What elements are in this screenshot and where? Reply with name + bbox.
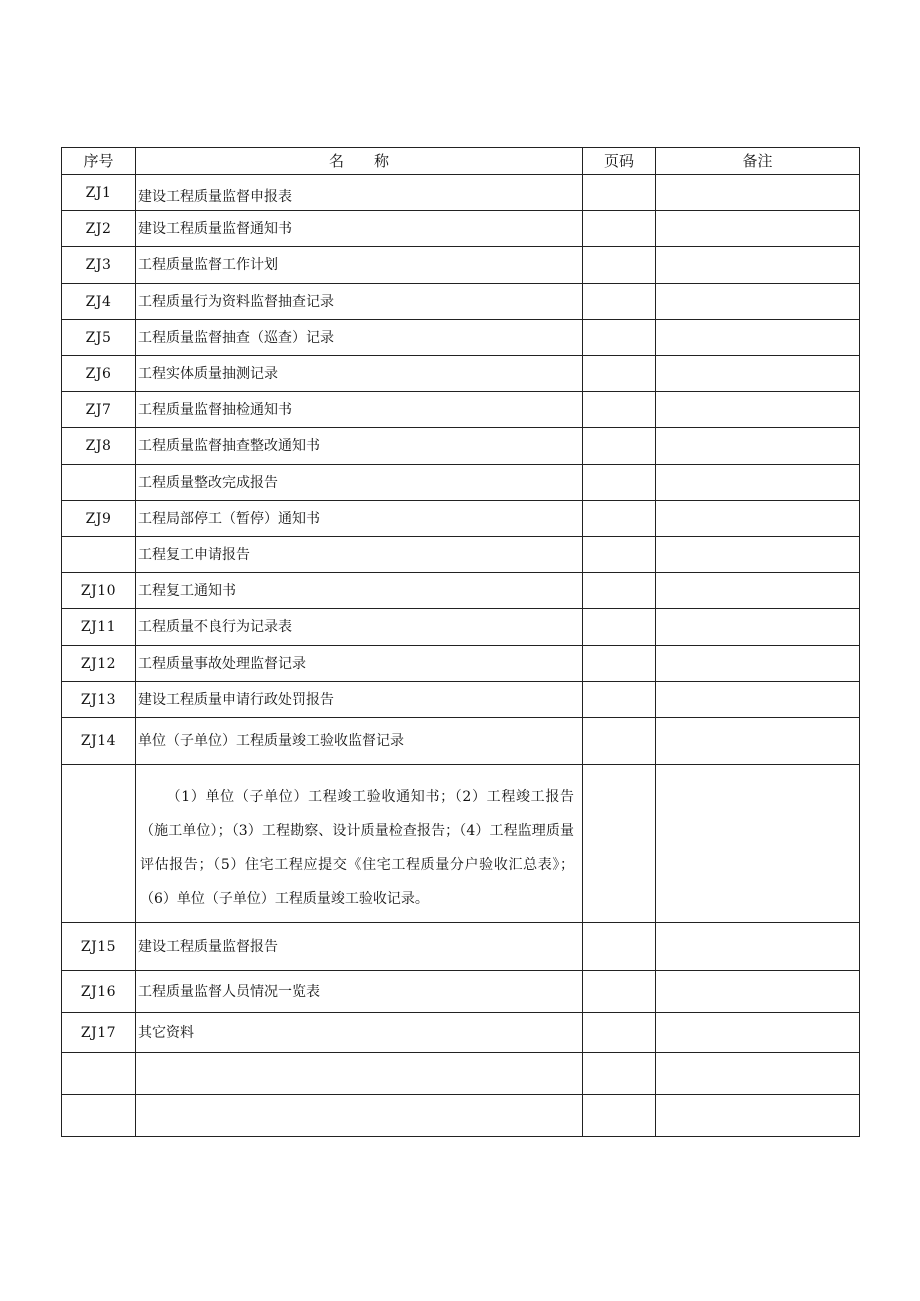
row-page (583, 1053, 656, 1095)
row-name: 工程质量整改完成报告 (136, 465, 583, 501)
row-name: 工程质量监督工作计划 (136, 247, 583, 284)
attachments-paragraph-cell (136, 765, 583, 923)
table-row (62, 718, 860, 765)
row-seq: ZJ11 (62, 609, 136, 646)
row-note (656, 765, 860, 923)
table-row (62, 247, 860, 284)
row-note (656, 211, 860, 247)
row-note (656, 392, 860, 428)
row-page (583, 765, 656, 923)
table-row (62, 392, 860, 428)
row-note (656, 682, 860, 718)
row-page (583, 1013, 656, 1053)
header-note: 备注 (656, 148, 860, 175)
row-seq: ZJ16 (62, 971, 136, 1013)
table-row (62, 1095, 860, 1137)
table-row-attachments (62, 765, 860, 923)
table-row (62, 320, 860, 356)
row-name (136, 1095, 583, 1137)
row-page (583, 573, 656, 609)
header-page: 页码 (583, 148, 656, 175)
header-name: 名 称 (136, 148, 583, 175)
row-seq: ZJ7 (62, 392, 136, 428)
row-page (583, 537, 656, 573)
row-note (656, 284, 860, 320)
row-name (136, 1053, 583, 1095)
row-page (583, 247, 656, 284)
row-page (583, 392, 656, 428)
row-page (583, 609, 656, 646)
row-name: 建设工程质量监督通知书 (136, 211, 583, 247)
table-row (62, 1053, 860, 1095)
attachments-paragraph: （1）单位（子单位）工程竣工验收通知书；（2）工程竣工报告（施工单位）；（3）工程勘察、设计质量检查报告；（4）工程监理质量评估报告；（5）住宅工程应提交《住宅工程质量分户验收汇总表》；（6）单位（子单位）工程质量竣工验收记录。 (140, 788, 574, 907)
row-page (583, 923, 656, 971)
table-row (62, 923, 860, 971)
row-note (656, 428, 860, 465)
row-name: 工程质量监督人员情况一览表 (136, 971, 583, 1013)
row-note (656, 356, 860, 392)
row-page (583, 718, 656, 765)
header-seq: 序号 (62, 148, 136, 175)
row-page (583, 211, 656, 247)
row-seq (62, 765, 136, 923)
row-seq: ZJ17 (62, 1013, 136, 1053)
row-seq: ZJ5 (62, 320, 136, 356)
row-note (656, 247, 860, 284)
table-row (62, 537, 860, 573)
row-seq: ZJ14 (62, 718, 136, 765)
row-note (656, 923, 860, 971)
row-name: 工程质量行为资料监督抽查记录 (136, 284, 583, 320)
row-name: 工程复工申请报告 (136, 537, 583, 573)
table-row (62, 971, 860, 1013)
row-name: 工程质量监督抽检通知书 (136, 392, 583, 428)
row-page (583, 428, 656, 465)
row-name: 单位（子单位）工程质量竣工验收监督记录 (136, 718, 583, 765)
row-note (656, 1095, 860, 1137)
row-seq: ZJ13 (62, 682, 136, 718)
row-seq (62, 1053, 136, 1095)
table-row (62, 646, 860, 682)
document-table (61, 147, 860, 1137)
row-name: 建设工程质量监督报告 (136, 923, 583, 971)
table-row (62, 465, 860, 501)
row-seq: ZJ2 (62, 211, 136, 247)
row-name: 工程质量监督抽查（巡查）记录 (136, 320, 583, 356)
row-note (656, 175, 860, 211)
row-note (656, 465, 860, 501)
row-note (656, 1053, 860, 1095)
table-row (62, 211, 860, 247)
row-note (656, 501, 860, 537)
row-name: 工程实体质量抽测记录 (136, 356, 583, 392)
table-header-row (62, 148, 860, 175)
row-page (583, 320, 656, 356)
row-seq: ZJ15 (62, 923, 136, 971)
row-name: 工程局部停工（暂停）通知书 (136, 501, 583, 537)
row-note (656, 718, 860, 765)
row-page (583, 356, 656, 392)
row-note (656, 646, 860, 682)
row-note (656, 609, 860, 646)
row-name: 工程质量事故处理监督记录 (136, 646, 583, 682)
row-seq (62, 465, 136, 501)
table-row (62, 573, 860, 609)
row-seq: ZJ1 (62, 175, 136, 211)
row-name: 工程质量不良行为记录表 (136, 609, 583, 646)
row-seq: ZJ3 (62, 247, 136, 284)
row-page (583, 1095, 656, 1137)
row-note (656, 320, 860, 356)
row-name: 工程复工通知书 (136, 573, 583, 609)
row-name: 建设工程质量申请行政处罚报告 (136, 682, 583, 718)
table-row (62, 284, 860, 320)
row-page (583, 284, 656, 320)
row-note (656, 573, 860, 609)
row-note (656, 1013, 860, 1053)
row-seq: ZJ10 (62, 573, 136, 609)
row-seq: ZJ6 (62, 356, 136, 392)
row-name: 建设工程质量监督申报表 (136, 175, 583, 211)
row-seq: ZJ4 (62, 284, 136, 320)
row-note (656, 971, 860, 1013)
row-seq: ZJ8 (62, 428, 136, 465)
row-page (583, 501, 656, 537)
table-row (62, 682, 860, 718)
row-seq (62, 537, 136, 573)
row-name: 工程质量监督抽查整改通知书 (136, 428, 583, 465)
row-page (583, 971, 656, 1013)
table-row (62, 1013, 860, 1053)
row-page (583, 682, 656, 718)
row-page (583, 175, 656, 211)
table-row (62, 356, 860, 392)
row-name: 其它资料 (136, 1013, 583, 1053)
row-page (583, 465, 656, 501)
row-page (583, 646, 656, 682)
table-row (62, 609, 860, 646)
table-row (62, 428, 860, 465)
table-row (62, 175, 860, 211)
row-seq: ZJ9 (62, 501, 136, 537)
row-seq: ZJ12 (62, 646, 136, 682)
row-note (656, 537, 860, 573)
table-row (62, 501, 860, 537)
row-seq (62, 1095, 136, 1137)
